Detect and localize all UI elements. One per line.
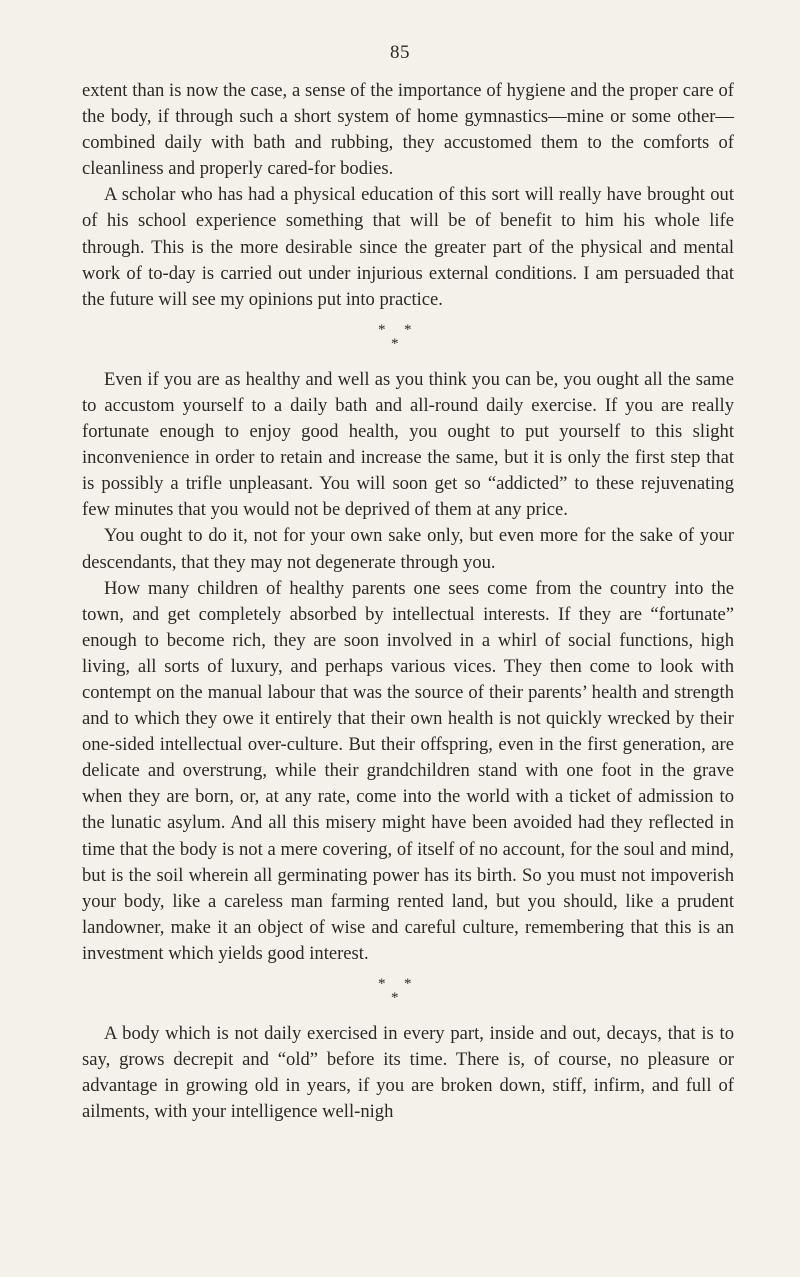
paragraph: You ought to do it, not for your own sake only, but even more for the sake of your descendants, that they may not degenerate through you. <box>82 525 734 573</box>
asterisk-ornament: * <box>391 335 399 352</box>
paragraph: extent than is now the case, a sense of the importance of hygiene and the proper care of the body, if through such a short system of home gymnastics—mine or some other—combined daily with bath and rubbing, they accustomed them to the comforts of cleanliness and properly cared-for bodies. <box>82 80 734 180</box>
asterisk-ornament: * <box>404 321 412 338</box>
page-number: 85 <box>390 42 410 63</box>
paragraph: How many children of healthy parents one sees come from the country into the town, and get completely absorbed by intellectual interests. If they are “fortunate” enough to become rich, they are soon involved in a whirl of social functions, high living, all sorts of luxury, and perhaps various vices. They then come to look with contempt on the manual labour that was the source of their parents’ health and strength and to which they owe it entirely that their own health is not quickly wrecked by their one-sided intellectual over-culture. But their offspring, even in the first generation, are delicate and overstrung, while their grandchildren stand with one foot in the grave when they are born, or, at any rate, come into the world with a ticket of admission to the lunatic asylum. And all this misery might have been avoided had they reflected in time that the body is not a mere covering, of itself of no account, for the soul and mind, but is the soil wherein all germinating power has its birth. So you must not impoverish your body, like a careless man farming rented land, but you should, like a prudent landowner, make it an object of wise and careful culture, remembering that this is an investment which yields good interest. <box>82 577 734 964</box>
asterisk-ornament: * <box>378 321 386 338</box>
body-text <box>82 78 734 1125</box>
asterisk-ornament: * <box>378 976 386 992</box>
section-separator <box>82 973 734 1015</box>
asterisk-ornament: * <box>391 990 399 1006</box>
section-separator <box>82 319 734 361</box>
paragraph: Even if you are as healthy and well as you think you can be, you ought all the same to accustom yourself to a daily bath and all-round daily exercise. If you are really fortunate enough to enjoy good health, you ought to put yourself to this slight inconvenience in order to retain and increase the same, but it is only the first step that is possibly a trifle unpleasant. You will soon get so “addicted” to these rejuvenating few minutes that you would not be deprived of them at any price. <box>82 368 734 521</box>
asterisk-ornament: * <box>404 976 412 992</box>
paragraph: A body which is not daily exercised in every part, inside and out, decays, that is to say, grows decrepit and “old” before its time. There is, of course, no pleasure or advantage in growing old in years, if you are broken down, stiff, infirm, and full of ailments, with your intelligence well-nigh <box>82 1023 734 1123</box>
paragraph: A scholar who has had a physical education of this sort will really have brought out of his school experience something that will be of benefit to him his whole life through. This is the more desirable since the greater part of the physical and mental work of to-day is carried out under injurious external conditions. I am persuaded that the future will see my opinions put into practice. <box>82 184 734 310</box>
